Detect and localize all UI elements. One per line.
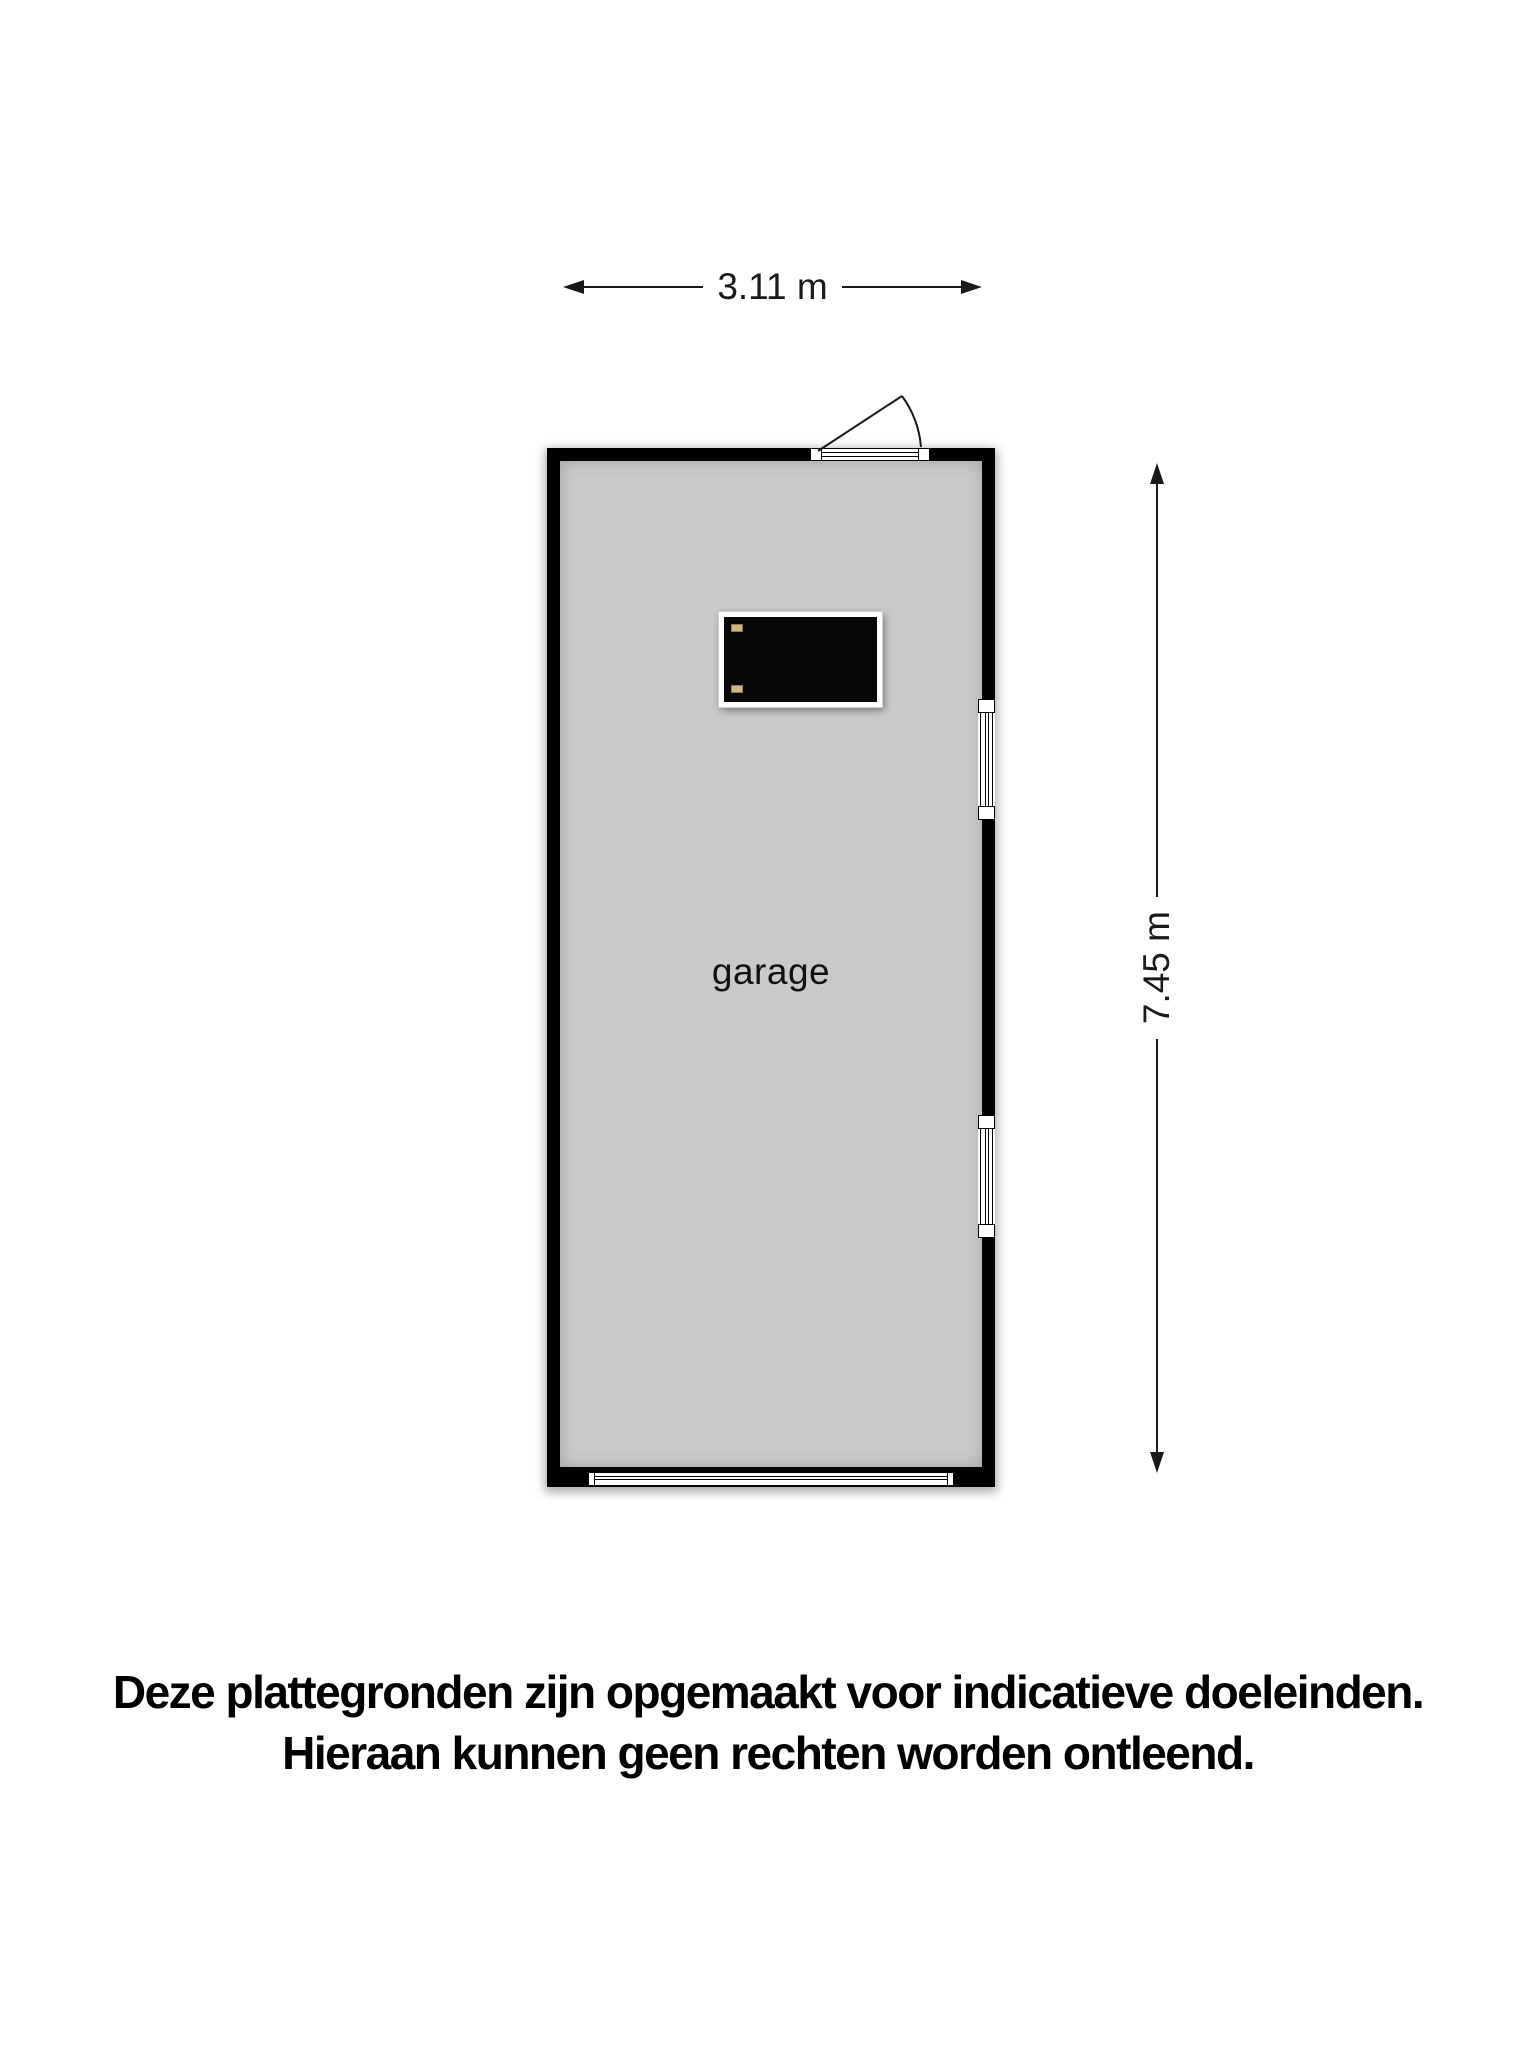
- arrow-right-icon: [961, 280, 982, 294]
- garage-door-jamb-right: [947, 1472, 954, 1486]
- workbench: [719, 612, 882, 707]
- height-dimension-label: 7.45 m: [1136, 911, 1177, 1025]
- garage-door-jamb-left: [588, 1472, 595, 1486]
- width-dimension-label: 3.11 m: [717, 266, 828, 307]
- garage-door-lines: [595, 1472, 947, 1486]
- hinge-icon: [731, 685, 743, 693]
- garage-door: [588, 1472, 954, 1486]
- garage-room: [547, 448, 995, 1487]
- hinge-icon: [731, 624, 743, 632]
- dimension-line: [842, 286, 961, 288]
- arrow-left-icon: [563, 280, 584, 294]
- dimension-line: [584, 286, 703, 288]
- room-label: garage: [711, 951, 831, 992]
- height-dimension: [1135, 463, 1179, 1473]
- window-sill: [978, 1224, 995, 1238]
- arrow-up-icon: [1150, 463, 1164, 484]
- window-glass: [980, 1129, 993, 1224]
- dimension-line: [1156, 1039, 1158, 1452]
- window-sill: [978, 1115, 995, 1129]
- window-lower: [978, 1115, 995, 1238]
- disclaimer: [0, 1662, 1536, 1784]
- door-swing-icon: [800, 385, 940, 465]
- disclaimer-line-1: Deze plattegronden zijn opgemaakt voor indicatieve doeleinden.: [112, 1666, 1424, 1718]
- window-sill: [978, 806, 995, 820]
- door-arc: [902, 396, 921, 447]
- width-dimension: [563, 266, 982, 307]
- window-glass: [980, 713, 993, 806]
- door-leaf: [818, 396, 902, 451]
- window-upper: [978, 699, 995, 820]
- dimension-line: [1156, 484, 1158, 897]
- window-sill: [978, 699, 995, 713]
- arrow-down-icon: [1150, 1452, 1164, 1473]
- disclaimer-line-2: Hieraan kunnen geen rechten worden ontleend.: [282, 1727, 1254, 1779]
